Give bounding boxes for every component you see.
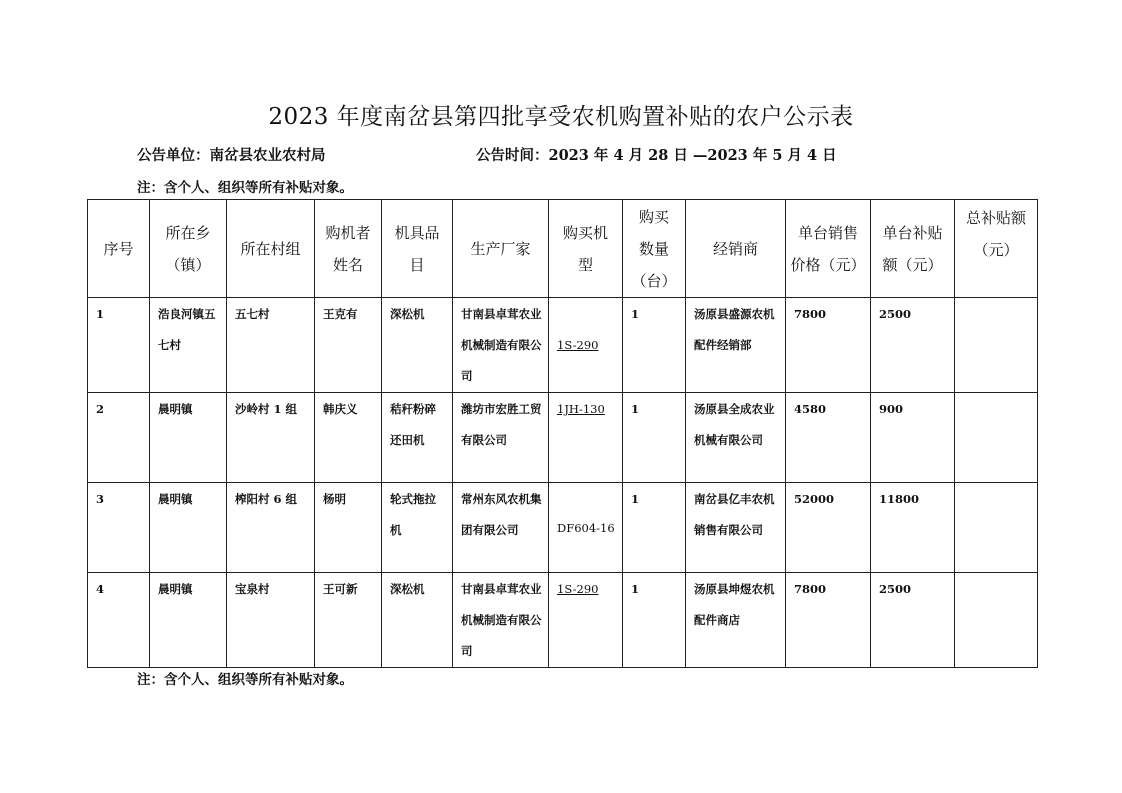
cell-machine-type: 轮式拖拉机 bbox=[382, 483, 453, 573]
cell-unit-price: 7800 bbox=[786, 298, 871, 393]
page-title: 2023 年度南岔县第四批享受农机购置补贴的农户公示表 bbox=[268, 104, 854, 130]
col-header: 经销商 bbox=[686, 200, 786, 298]
cell-quantity: 1 bbox=[623, 298, 686, 393]
table-header-row bbox=[88, 200, 1038, 298]
col-header: 生产厂家 bbox=[453, 200, 549, 298]
cell-quantity: 1 bbox=[623, 573, 686, 668]
announcement-period: 公告时间：2023 年 4 月 28 日 —2023 年 5 月 4 日 bbox=[476, 147, 837, 164]
col-header: 总补贴额 （元） bbox=[955, 200, 1038, 298]
note-top: 注：含个人、组织等所有补贴对象。 bbox=[137, 180, 353, 196]
cell-manufacturer: 潍坊市宏胜工贸有限公司 bbox=[453, 393, 549, 483]
cell-dealer: 汤原县坤煜农机配件商店 bbox=[686, 573, 786, 668]
cell-unit-price: 7800 bbox=[786, 573, 871, 668]
subsidy-table bbox=[87, 199, 1038, 668]
cell-manufacturer: 常州东风农机集团有限公司 bbox=[453, 483, 549, 573]
col-header: 购机者 姓名 bbox=[315, 200, 382, 298]
cell-model: 1S-290 bbox=[549, 298, 623, 393]
cell-index: 4 bbox=[88, 573, 150, 668]
cell-machine-type: 深松机 bbox=[382, 298, 453, 393]
cell-buyer: 杨明 bbox=[315, 483, 382, 573]
cell-village: 宝泉村 bbox=[227, 573, 315, 668]
cell-quantity: 1 bbox=[623, 483, 686, 573]
cell-manufacturer: 甘南县卓茸农业机械制造有限公司 bbox=[453, 573, 549, 668]
table-row bbox=[88, 573, 1038, 668]
cell-unit-subsidy: 2500 bbox=[871, 298, 955, 393]
cell-unit-price: 4580 bbox=[786, 393, 871, 483]
cell-index: 3 bbox=[88, 483, 150, 573]
cell-unit-subsidy: 2500 bbox=[871, 573, 955, 668]
cell-total-subsidy bbox=[955, 298, 1038, 393]
cell-village: 五七村 bbox=[227, 298, 315, 393]
cell-unit-subsidy: 11800 bbox=[871, 483, 955, 573]
col-header: 单台补贴 额（元） bbox=[871, 200, 955, 298]
table-row bbox=[88, 483, 1038, 573]
cell-township: 晨明镇 bbox=[150, 483, 227, 573]
cell-index: 1 bbox=[88, 298, 150, 393]
col-header: 单台销售 价格（元） bbox=[786, 200, 871, 298]
cell-dealer: 汤原县盛源农机配件经销部 bbox=[686, 298, 786, 393]
cell-machine-type: 深松机 bbox=[382, 573, 453, 668]
cell-dealer: 汤原县全成农业机械有限公司 bbox=[686, 393, 786, 483]
cell-model: 1S-290 bbox=[549, 573, 623, 668]
cell-unit-subsidy: 900 bbox=[871, 393, 955, 483]
cell-village: 榨阳村 6 组 bbox=[227, 483, 315, 573]
cell-total-subsidy bbox=[955, 573, 1038, 668]
cell-buyer: 王可新 bbox=[315, 573, 382, 668]
cell-quantity: 1 bbox=[623, 393, 686, 483]
cell-dealer: 南岔县亿丰农机销售有限公司 bbox=[686, 483, 786, 573]
table-row bbox=[88, 393, 1038, 483]
cell-township: 晨明镇 bbox=[150, 393, 227, 483]
cell-model: DF604-16 bbox=[549, 483, 623, 573]
cell-total-subsidy bbox=[955, 393, 1038, 483]
cell-unit-price: 52000 bbox=[786, 483, 871, 573]
cell-machine-type: 秸秆粉碎还田机 bbox=[382, 393, 453, 483]
cell-buyer: 韩庆义 bbox=[315, 393, 382, 483]
col-header: 序号 bbox=[88, 200, 150, 298]
col-header: 机具品 目 bbox=[382, 200, 453, 298]
table-row bbox=[88, 298, 1038, 393]
announcer: 公告单位：南岔县农业农村局 bbox=[137, 147, 326, 164]
cell-township: 晨明镇 bbox=[150, 573, 227, 668]
cell-buyer: 王克有 bbox=[315, 298, 382, 393]
note-bottom: 注：含个人、组织等所有补贴对象。 bbox=[137, 672, 353, 688]
col-header: 购买机 型 bbox=[549, 200, 623, 298]
col-header: 所在乡 （镇） bbox=[150, 200, 227, 298]
cell-total-subsidy bbox=[955, 483, 1038, 573]
cell-township: 浩良河镇五七村 bbox=[150, 298, 227, 393]
col-header: 所在村组 bbox=[227, 200, 315, 298]
col-header: 购买 数量 （台） bbox=[623, 200, 686, 298]
cell-index: 2 bbox=[88, 393, 150, 483]
cell-model: 1JH-130 bbox=[549, 393, 623, 483]
cell-manufacturer: 甘南县卓茸农业机械制造有限公司 bbox=[453, 298, 549, 393]
cell-village: 沙岭村 1 组 bbox=[227, 393, 315, 483]
